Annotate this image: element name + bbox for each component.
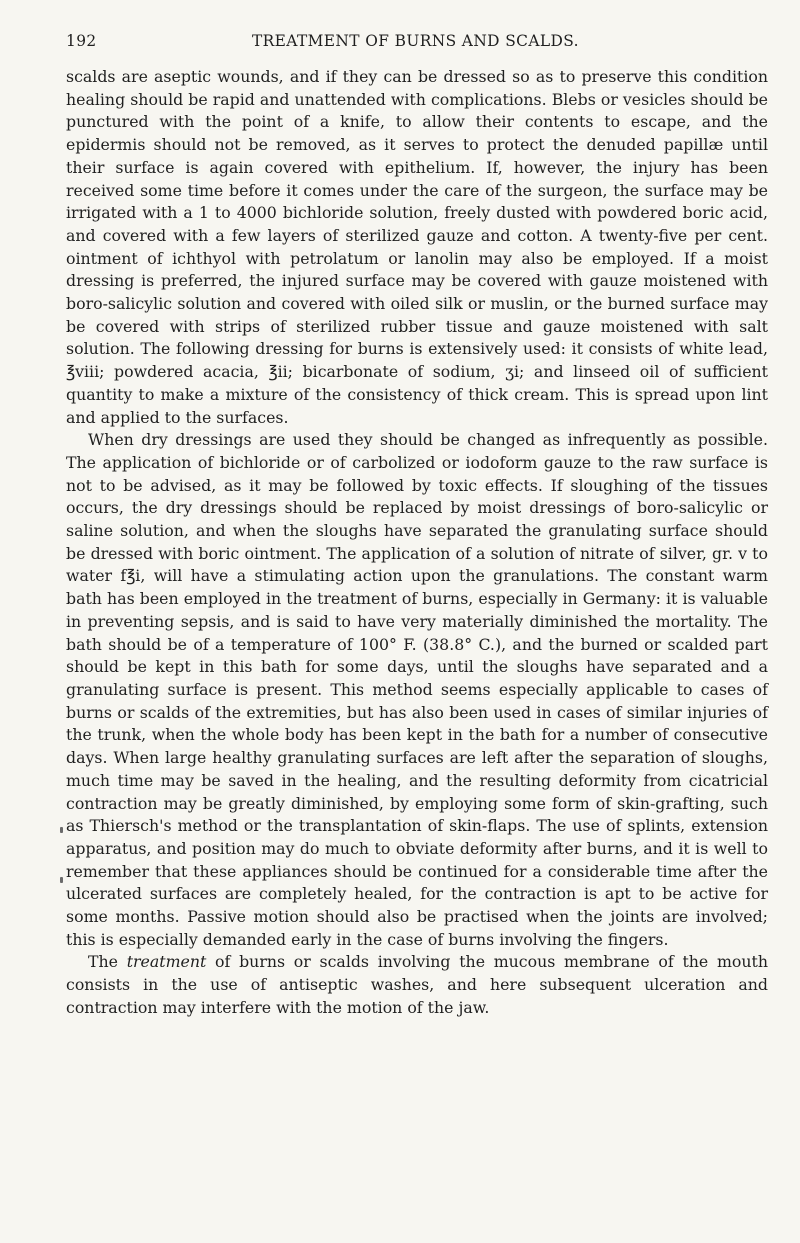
- paragraph-2: When dry dressings are used they should be changed as infrequently as possible. The application of bichloride or of carbolized or iodoform gauze to the raw surface is not to be advised, as it may be followed by toxic effects. If sloughing of the tissues occurs, the dry dressings should be replaced by moist dressings of boro-salicylic or saline solution, and when the sloughs have separated the granulating surface should be dressed with boric ointment. The application of a solution of nitrate of silver, gr. v to water f℥i, will have a stimulating action upon the granulations. The constant warm bath has been employed in the treatment of burns, especially in Germany: it is valuable in preventing sepsis, and is said to have very materially diminished the mortality. The bath should be of a temperature of 100° F. (38.8° C.), and the burned or scalded part should be kept in this bath for some days, until the sloughs have separated and a granulating surface is present. This method seems especially applicable to cases of burns or scalds of the extremities, but has also been used in cases of similar injuries of the trunk, when the whole body has been kept in the bath for a number of consecutive days. When large healthy granulating surfaces are left after the separation of sloughs, much time may be saved in the healing, and the resulting deformity from cicatricial contraction may be greatly diminished, by employing some form of skin-grafting, such as Thiersch's method or the transplantation of skin-flaps. The use of splints, extension apparatus, and position may do much to obviate deformity after burns, and it is well to remember that these appliances should be continued for a considerable time after the ulcerated surfaces are completely healed, for the contraction is apt to be active for some months. Passive motion should also be practised when the joints are involved; this is especially demanded early in the case of burns involving the fingers.: [66, 430, 768, 949]
- body-text: [66, 66, 768, 1020]
- paragraph-1: scalds are aseptic wounds, and if they can be dressed so as to preserve this condition healing should be rapid and unattended with complications. Blebs or vesicles should be punctured with the point of a knife, to allow their contents to escape, and the epidermis should not be removed, as it serves to protect the denuded papillæ until their surface is again covered with epithelium. If, however, the injury has been received some time before it comes under the care of the surgeon, the surface may be irrigated with a 1 to 4000 bichloride solution, freely dusted with powdered boric acid, and covered with a few layers of sterilized gauze and cotton. A twenty-five per cent. ointment of ichthyol with petrolatum or lanolin may also be employed. If a moist dressing is preferred, the injured surface may be covered with gauze moistened with boro-salicylic solution and covered with oiled silk or muslin, or the burned surface may be covered with strips of sterilized rubber tissue and gauze moistened with salt solution. The following dressing for burns is extensively used: it consists of white lead, ℥viii; powdered acacia, ℥ii; bicarbonate of sodium, ʒi; and linseed oil of sufficient quantity to make a mixture of the consistency of thick cream. This is spread upon lint and applied to the surfaces.: [66, 67, 768, 427]
- print-mark: [60, 827, 63, 833]
- running-title: TREATMENT OF BURNS AND SCALDS.: [252, 32, 579, 50]
- running-head: [66, 30, 766, 56]
- paragraph-3: [66, 951, 768, 1019]
- paragraph-3-rest: of burns or scalds involving the mucous membrane of the mouth consists in the use of antiseptic washes, and here subsequent ulceration and contraction may interfere with the motion of the jaw.: [66, 952, 769, 1017]
- print-mark: [60, 877, 63, 883]
- paragraph-3-start: The: [88, 952, 127, 972]
- page-number: 192: [66, 32, 97, 50]
- paragraph-3-italic-term: treatment: [126, 952, 207, 972]
